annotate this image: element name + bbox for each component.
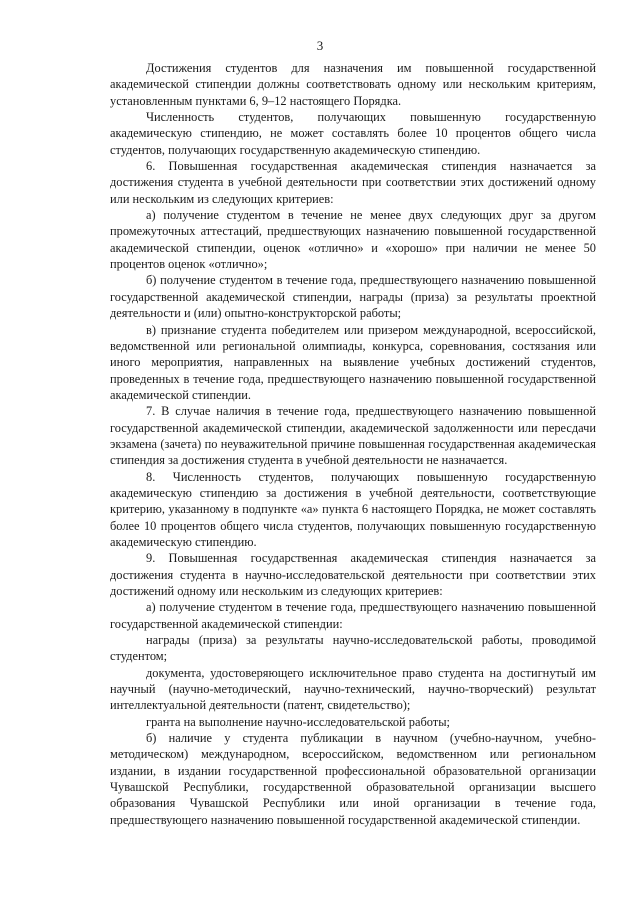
paragraph-item-9: 9. Повышенная государственная академическая стипендия назначается за достижения студента в научно-исследовательской деятельности при соответствии этих достижений одному или нескольким из следующих критериев: [110, 551, 596, 598]
paragraph-item-6b: б) получение студентом в течение года, предшествующего назначению повышенной государственной академической стипендии, награды (приза) за результаты проектной деятельности и (или) опытно-конструкторской работы; [110, 273, 596, 321]
paragraph-item-6a: а) получение студентом в течение не менее двух следующих друг за другом промежуточных аттестаций, предшествующих назначению повышенной государственной академической стипендии, оценок «отлично» и «хорошо» при наличии не менее 50 процентов оценок «отлично»; [110, 208, 596, 272]
paragraph-item-6v: в) признание студента победителем или призером международной, всероссийской, ведомственной или региональной олимпиады, конкурса, соревнования, состязания или иного мероприятия, направленных на выявление учебных достижений студентов, проведенных в течение года, предшествующего назначению повышенной государственной академической стипендии. [110, 322, 596, 402]
paragraph-item-8: 8. Численность студентов, получающих повышенную государственную академическую стипендию за достижения в учебной деятельности, соответствующие критерию, указанному в подпункте «а» пункта 6 настоящего Порядка, не может составлять более 10 процентов общего числа студентов, получающих повышенную государственную академическую стипендию. [110, 469, 596, 549]
page-number: 3 [316, 38, 324, 53]
paragraph-item-9a-award: награды (приза) за результаты научно-исследовательской работы, проводимой студентом; [110, 633, 596, 664]
paragraph-item-9a: а) получение студентом в течение года, предшествующего назначению повышенной государственной академической стипендии: [110, 600, 596, 631]
paragraph-item-9a-document: документа, удостоверяющего исключительное право студента на достигнутый им научный (научно-методический, научно-технический, научно-творческий) результат интеллектуальной деятельности (патент, свидетельство); [110, 665, 596, 713]
document-body [110, 60, 596, 828]
paragraph-intro-criteria: Достижения студентов для назначения им повышенной государственной академической стипендии должны соответствовать одному или нескольким критериям, установленным пунктами 6, 9–12 настоящего Порядка. [110, 61, 596, 108]
paragraph-item-9a-grant: гранта на выполнение научно-исследовательской работы; [146, 714, 450, 729]
paragraph-item-7: 7. В случае наличия в течение года, предшествующего назначению повышенной государственной академической стипендии, академической задолженности или пересдачи экзамена (зачета) по неуважительной причине повышенная государственная академическая стипендия за достижения студента в учебной деятельности не назначается. [110, 404, 596, 468]
paragraph-item-6: 6. Повышенная государственная академическая стипендия назначается за достижения студента в учебной деятельности при соответствии этих достижений одному или нескольким из следующих критериев: [110, 159, 596, 206]
paragraph-quota: Численность студентов, получающих повышенную государственную академическую стипендию, не может составлять более 10 процентов общего числа студентов, получающих государственную академическую стипендию. [110, 110, 596, 157]
paragraph-item-9b: б) наличие у студента публикации в научном (учебно-научном, учебно-методическом) международном, всероссийском, ведомственном или региональном издании, в издании государственной профессиональной образовательной организации Чувашской Республики, государственной образовательной организации высшего образования Чувашской Республики или иной организации в течение года, предшествующего назначению повышенной государственной академической стипендии. [110, 731, 596, 827]
